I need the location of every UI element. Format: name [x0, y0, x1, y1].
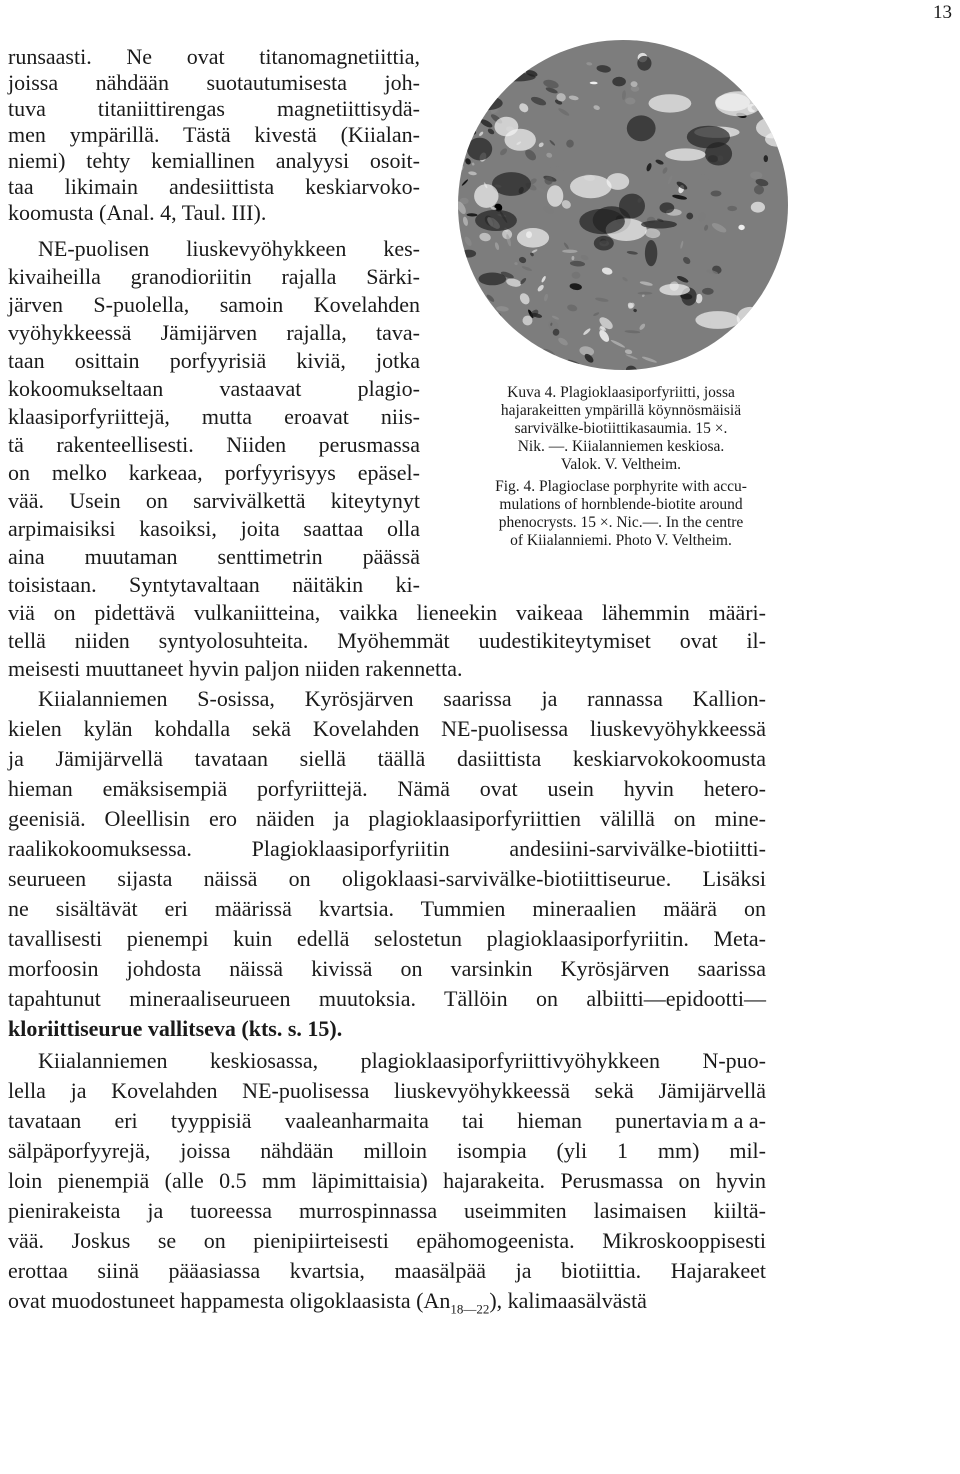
text-line: ja Jämijärvellä tavataan siellä täällä dasiittista keskiarvokokoomusta — [8, 746, 766, 771]
subscript: 18—22 — [450, 1301, 490, 1317]
text-line: aina muutaman senttimetrin päässä — [8, 544, 420, 569]
text-line: taa likimain andesiittista keskiarvoko- — [8, 174, 420, 199]
text-line: men ympärillä. Tästä kivestä (Kiialan- — [8, 122, 420, 147]
text-fragment: ), kalimaasälvästä — [489, 1288, 647, 1313]
text-line: taan osittain porfyyrisiä kiviä, jotka — [8, 348, 420, 373]
text-line: kokoomukseltaan vastaavat plagio- — [8, 376, 420, 401]
text-line: arpimaisiksi kasoiksi, joita saattaa olla — [8, 516, 420, 541]
text-line: tellä niiden syntyolosuhteita. Myöhemmät uudestikiteytymiset ovat il- — [8, 628, 766, 653]
text-line: seurueen sijasta näissä on oligoklaasi-sarvivälke-biotiittiseurue. Lisäksi — [8, 866, 766, 891]
rock-micrograph-figure — [458, 40, 788, 370]
text-line: kielen kylän kohdalla sekä Kovelahden NE-puolisessa liuskevyöhykkeessä — [8, 716, 766, 741]
caption-line: sarvivälke-biotiittikasaumia. 15 ×. — [514, 420, 728, 437]
text-line: hieman emäksisempiä porfyriittejä. Nämä ovat usein hyvin hetero- — [8, 776, 766, 801]
text-line: Kiialanniemen keskiosassa, plagioklaasiporfyriittivyöhykkeen N-puo- — [38, 1048, 766, 1073]
caption-finnish — [468, 384, 774, 474]
text-line: tä rakenteellisesti. Niiden perusmassa — [8, 432, 420, 457]
text-line: tavallisesti pienempi kuin edellä selostetun plagioklaasiporfyriitin. Meta- — [8, 926, 766, 951]
text-line: vää. Joskus se on pienipiirteisesti epähomogeenista. Mikroskooppisesti — [8, 1228, 766, 1253]
text-line: joissa nähdään suotautumisesta joh- — [8, 70, 420, 95]
text-line: raalikokoomuksessa. Plagioklaasiporfyriitin andesiini-sarvivälke-biotiitti- — [8, 836, 766, 861]
text-line: kloriittiseurue vallitseva (kts. s. 15). — [8, 1016, 343, 1041]
text-line: tuva titaniittirengas magnetiittisydä- — [8, 96, 420, 121]
caption-line: hajarakeitten ympärillä köynnösmäisiä — [500, 402, 742, 419]
text-line: lella ja Kovelahden NE-puolisessa liuskevyöhykkeessä sekä Jämijärvellä — [8, 1078, 766, 1103]
text-line: geenisiä. Oleellisin ero näiden ja plagioklaasiporfyriittien välillä on mine- — [8, 806, 766, 831]
text-line: kivaiheilla granodioriitin rajalla Särki- — [8, 264, 420, 289]
spaced-word-fragment: m a a- — [711, 1108, 766, 1133]
caption-line: of Kiialanniemi. Photo V. Veltheim. — [510, 532, 732, 549]
text-line — [8, 1288, 766, 1322]
text-line: ne sisältävät eri määrissä kvartsia. Tummien mineraalien määrä on — [8, 896, 766, 921]
text-line: on melko karkeaa, porfyyrisyys epäsel- — [8, 460, 420, 485]
text-line: meisesti muuttaneet hyvin paljon niiden rakennetta. — [8, 656, 463, 681]
caption-english — [468, 478, 774, 550]
text-line: koomusta (Anal. 4, Taul. III). — [8, 200, 267, 225]
text-line: niemi) tehty kemiallinen analyysi osoit- — [8, 148, 420, 173]
text-line: klaasiporfyriittejä, mutta eroavat niis- — [8, 404, 420, 429]
text-line: erottaa siinä pääasiassa kvartsia, maasälpää ja biotiittia. Hajarakeet — [8, 1258, 766, 1283]
text-line: tavataan eri tyyppisiä vaaleanharmaita tai hieman punertavia — [8, 1108, 708, 1133]
text-line: viä on pidettävä vulkaniitteina, vaikka lieneekin vaikeaa lähemmin määri- — [8, 600, 766, 625]
text-line: tapahtunut mineraaliseurueen muutoksia. Tällöin on albiitti—epidootti— — [8, 986, 766, 1011]
text-line: järven S-puolella, samoin Kovelahden — [8, 292, 420, 317]
text-line: sälpäporfyyrejä, joissa nähdään milloin isompia (yli 1 mm) mil- — [8, 1138, 766, 1163]
caption-line: Nik. —. Kiialanniemen keskiosa. — [517, 438, 725, 455]
page-number: 13 — [933, 2, 952, 23]
micrograph-image — [458, 40, 788, 370]
caption-line: Fig. 4. Plagioclase porphyrite with accu- — [495, 478, 747, 495]
text-line: vyöhykkeessä Jämijärven rajalla, tava- — [8, 320, 420, 345]
caption-line: Valok. V. Veltheim. — [560, 456, 682, 473]
text-line: NE-puolisen liuskevyöhykkeen kes- — [38, 236, 420, 261]
text-line: morfoosin johdosta näissä kivissä on varsinkin Kyrösjärven saarissa — [8, 956, 766, 981]
caption-line: Kuva 4. Plagioklaasiporfyriitti, jossa — [507, 384, 735, 401]
caption-line: mulations of hornblende-biotite around — [499, 496, 743, 513]
text-line: pienirakeista ja tuoreessa murrospinnassa useimmiten lasimaisen kiiltä- — [8, 1198, 766, 1223]
text-line: loin pienempiä (alle 0.5 mm läpimittaisia) hajarakeita. Perusmassa on hyvin — [8, 1168, 766, 1193]
text-fragment: ovat muodostuneet happamesta oligoklaasista (An — [8, 1288, 451, 1313]
text-line: runsaasti. Ne ovat titanomagnetiittia, — [8, 44, 420, 69]
caption-line: phenocrysts. 15 ×. Nic.—. In the centre — [498, 514, 744, 531]
text-line: Kiialanniemen S-osissa, Kyrösjärven saarissa ja rannassa Kallion- — [38, 686, 766, 711]
text-line: vää. Usein on sarvivälkettä kiteytynyt — [8, 488, 420, 513]
text-line: toisistaan. Syntytavaltaan näitäkin ki- — [8, 572, 420, 597]
